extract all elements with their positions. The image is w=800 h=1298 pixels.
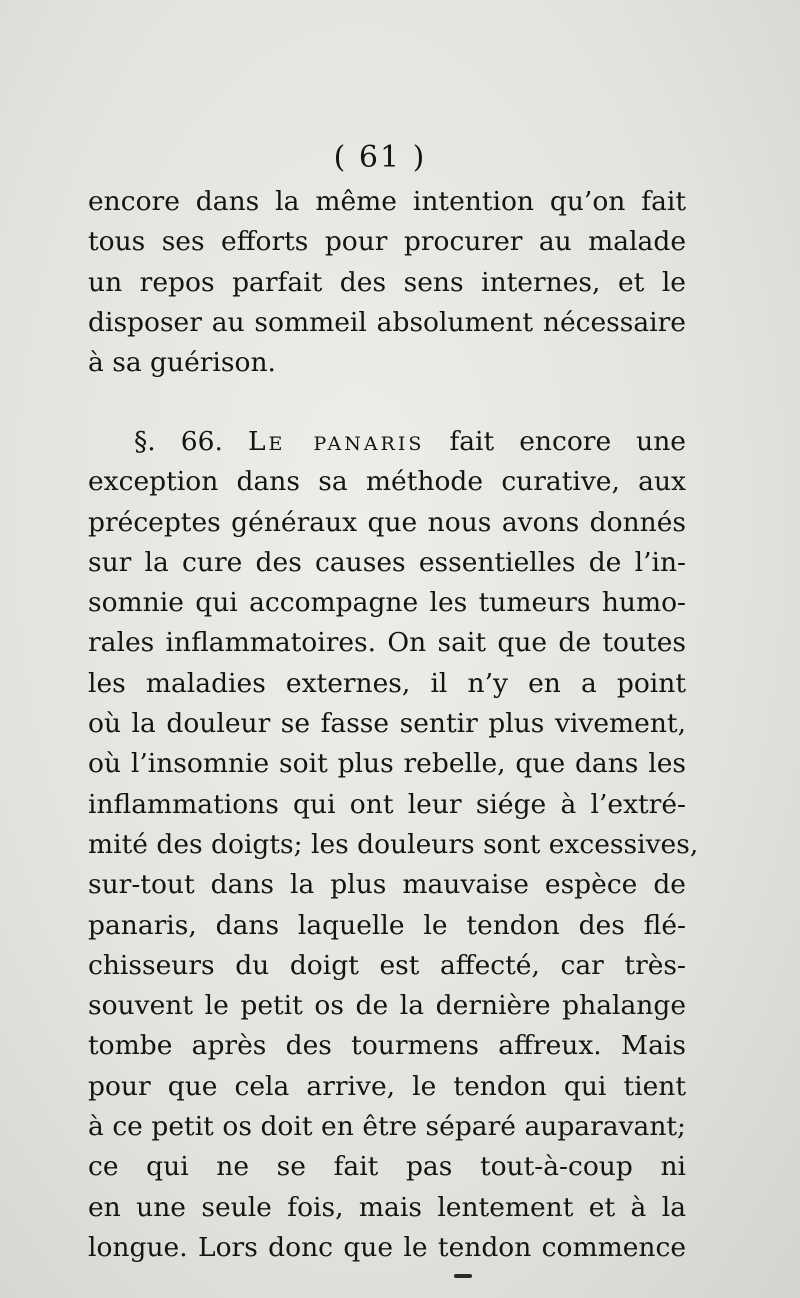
- text-line: tombe après des tourmens affreux. Mais: [88, 1030, 686, 1062]
- section-lead-smallcaps: Le panaris: [247, 426, 425, 457]
- printer-mark: [454, 1274, 472, 1278]
- text-line: à sa guérison.: [88, 347, 276, 379]
- text-line: où l’insomnie soit plus rebelle, que dans les: [88, 748, 686, 780]
- text-line: panaris, dans laquelle le tendon des flé-: [88, 909, 686, 941]
- text-line: chisseurs du doigt est affecté, car très-: [88, 949, 686, 981]
- paragraph-section-66: [88, 422, 699, 1268]
- text-line: mité des doigts; les douleurs sont excessives,: [88, 828, 699, 860]
- page-number: ( 61 ): [333, 140, 427, 175]
- text-line: sur la cure des causes essentielles de l’in-: [88, 546, 686, 578]
- text-line: à ce petit os doit en être séparé auparavant;: [88, 1111, 686, 1143]
- section-first-line: [88, 422, 686, 462]
- text-line: exception dans sa méthode curative, aux: [88, 466, 686, 498]
- text-line: inflammations qui ont leur siége à l’extré-: [88, 788, 686, 820]
- text-line: somnie qui accompagne les tumeurs humo-: [88, 587, 686, 619]
- text-line: longue. Lors donc que le tendon commence: [88, 1231, 686, 1263]
- text-line: disposer au sommeil absolument nécessaire: [88, 306, 686, 338]
- section-first-line-rest: fait encore une: [449, 426, 686, 457]
- text-line: ce qui ne se fait pas tout-à-coup ni: [88, 1151, 686, 1183]
- text-line: où la douleur se fasse sentir plus vivement,: [88, 708, 686, 740]
- text-line: préceptes généraux que nous avons donnés: [88, 506, 686, 538]
- text-line: encore dans la même intention qu’on fait: [88, 186, 686, 217]
- text-line: pour que cela arrive, le tendon qui tient: [88, 1070, 686, 1102]
- text-line: les maladies externes, il n’y en a point: [88, 667, 686, 699]
- text-line: rales inflammatoires. On sait que de toutes: [88, 627, 686, 659]
- text-line: en une seule fois, mais lentement et à la: [88, 1191, 686, 1223]
- text-line: tous ses efforts pour procurer au malade: [88, 226, 686, 258]
- text-line: un repos parfait des sens internes, et le: [88, 266, 686, 298]
- section-marker: §. 66.: [134, 426, 223, 457]
- text-line: sur-tout dans la plus mauvaise espèce de: [88, 869, 686, 901]
- paragraph-continued: [88, 182, 686, 383]
- text-line: souvent le petit os de la dernière phalange: [88, 990, 686, 1022]
